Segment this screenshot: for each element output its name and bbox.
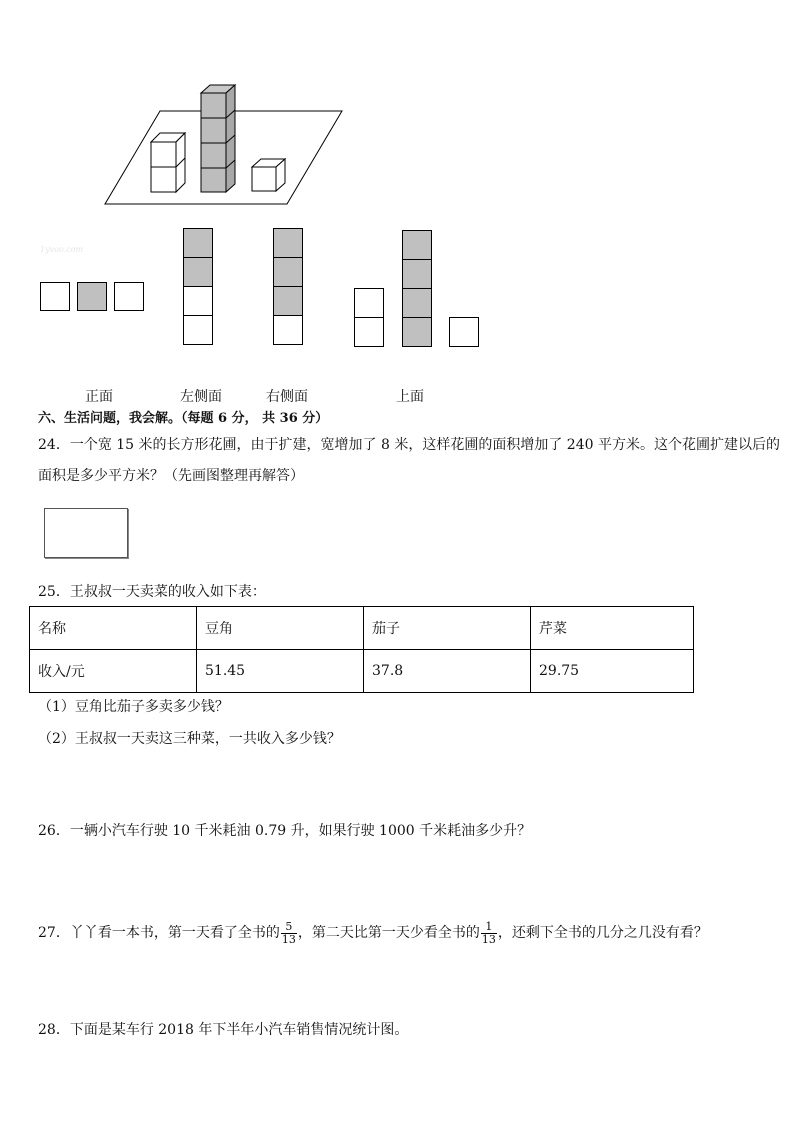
table-cell: 51.45 <box>197 650 364 693</box>
question-27-part1: 27．丫丫看一本书，第一天看了全书的 <box>38 925 280 941</box>
top-view-square-shaded <box>402 259 432 289</box>
top-view-square-shaded <box>402 317 432 347</box>
question-28: 28．下面是某车行 2018 年下半年小汽车销售情况统计图。 <box>38 1022 409 1038</box>
fraction-denominator: 13 <box>481 932 496 946</box>
left-view-square-shaded <box>183 228 213 258</box>
question-25-sub1: （1）豆角比茄子多卖多少钱？ <box>38 699 229 715</box>
right-view-square-shaded <box>273 286 303 316</box>
question-26: 26．一辆小汽车行驶 10 千米耗油 0.79 升，如果行驶 1000 千米耗油多少升？ <box>38 823 532 839</box>
section-heading <box>38 410 328 428</box>
fraction-numerator: 5 <box>281 921 297 934</box>
fraction-5-13 <box>281 921 297 946</box>
question-25-intro: 25．王叔叔一天卖菜的收入如下表： <box>38 584 266 600</box>
left-view-square <box>183 286 213 316</box>
watermark-text: 1yvoo.com <box>40 245 84 254</box>
front-view-label: 正面 <box>85 389 113 405</box>
table-row <box>30 650 694 693</box>
front-view-square <box>114 282 144 311</box>
front-view-square <box>40 282 70 311</box>
question-24-line1: 24．一个宽 15 米的长方形花圃，由于扩建，宽增加了 8 米，这样花圃的面积增加了 240 平方米。这个花圃扩建以后的 <box>38 437 780 453</box>
income-table <box>29 606 694 693</box>
left-view-label: 左侧面 <box>180 389 222 405</box>
right-view-square <box>273 315 303 345</box>
right-view-label: 右侧面 <box>266 389 308 405</box>
single-cube <box>252 159 285 191</box>
top-view-square-shaded <box>402 230 432 260</box>
fraction-denominator: 13 <box>281 932 296 946</box>
table-cell: 收入/元 <box>30 650 197 693</box>
question-27 <box>38 918 708 948</box>
front-view-square-shaded <box>77 282 107 311</box>
top-view-label: 上面 <box>396 389 424 405</box>
right-view-square-shaded <box>273 228 303 258</box>
top-view-square <box>449 317 479 347</box>
top-view-square <box>354 317 384 347</box>
left-view-square-shaded <box>183 257 213 287</box>
fraction-numerator: 1 <box>481 921 497 934</box>
top-view-square <box>354 288 384 318</box>
drawing-box <box>44 508 128 558</box>
question-24-line2: 面积是多少平方米？（先画图整理再解答） <box>38 468 304 484</box>
question-25-sub2: （2）王叔叔一天卖这三种菜，一共收入多少钱？ <box>38 731 341 747</box>
table-cell: 29.75 <box>531 650 694 693</box>
right-view-square-shaded <box>273 257 303 287</box>
left-view-square <box>183 315 213 345</box>
table-cell: 37.8 <box>364 650 531 693</box>
section-score-note: （每题 6 分， 共 36 分） <box>181 411 329 426</box>
question-27-part3: ，还剩下全书的几分之几没有看？ <box>497 925 708 941</box>
table-cell: 芹菜 <box>531 607 694 650</box>
table-cell: 名称 <box>30 607 197 650</box>
table-header-row <box>30 607 694 650</box>
table-cell: 豆角 <box>197 607 364 650</box>
question-27-part2: ，第二天比第一天少看全书的 <box>297 925 480 941</box>
tall-stack-cubes <box>201 85 235 192</box>
table-cell: 茄子 <box>364 607 531 650</box>
cube-stack-figure <box>100 80 350 210</box>
fraction-1-13 <box>481 921 497 946</box>
top-view-square-shaded <box>402 288 432 318</box>
left-stack-cubes <box>151 133 185 192</box>
section-title: 六、生活问题，我会解。 <box>38 411 182 426</box>
